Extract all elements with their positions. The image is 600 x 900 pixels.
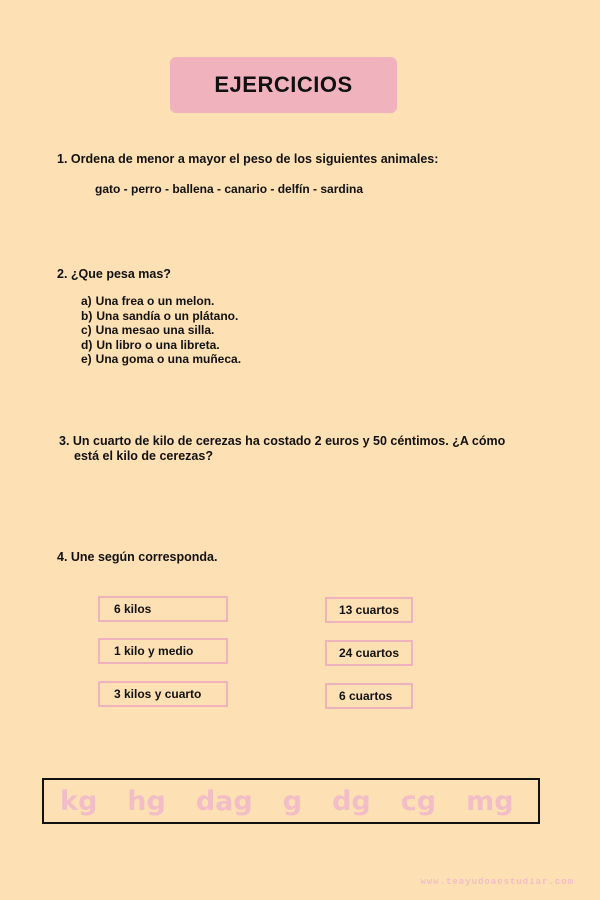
question-3 xyxy=(59,434,559,464)
list-item xyxy=(81,309,241,324)
unit-label: dg xyxy=(332,785,371,817)
item-letter: c) xyxy=(81,323,92,338)
unit-label: g xyxy=(282,785,303,817)
item-text: Una sandía o un plátano. xyxy=(96,308,239,323)
item-text: Un libro o una libreta. xyxy=(96,337,220,352)
animal-list: gato - perro - ballena - canario - delfín - sardina xyxy=(95,182,364,196)
item-letter: e) xyxy=(81,352,92,367)
item-letter: a) xyxy=(81,294,92,308)
list-item xyxy=(81,338,241,353)
list-item xyxy=(81,352,241,367)
list-item xyxy=(81,294,241,309)
question-1: 1. Ordena de menor a mayor el peso de los siguientes animales: xyxy=(57,152,439,166)
item-text: Una goma o una muñeca. xyxy=(95,352,242,367)
item-letter: d) xyxy=(81,337,93,352)
match-right-box[interactable]: 24 cuartos xyxy=(325,640,413,666)
question-3-line-2: está el kilo de cerezas? xyxy=(74,449,213,463)
comparison-list xyxy=(81,294,241,367)
title-box xyxy=(170,57,397,113)
match-left-box[interactable]: 3 kilos y cuarto xyxy=(98,681,228,707)
unit-label: mg xyxy=(466,785,514,817)
unit-label: dag xyxy=(195,785,253,817)
unit-label: hg xyxy=(127,785,166,817)
match-left-box[interactable]: 1 kilo y medio xyxy=(98,638,228,664)
question-3-line-1: 3. Un cuarto de kilo de cerezas ha costado 2 euros y 50 céntimos. ¿A cómo xyxy=(59,434,506,448)
page-title: EJERCICIOS xyxy=(214,72,353,97)
unit-label: cg xyxy=(400,785,437,817)
question-4: 4. Une según corresponda. xyxy=(57,550,218,564)
item-text: Una mesao una silla. xyxy=(95,323,215,338)
item-letter: b) xyxy=(81,308,93,323)
item-text: Una frea o un melon. xyxy=(95,294,215,308)
footer-url: www.teayudoaestudiar.com xyxy=(420,877,574,887)
match-right-box[interactable]: 13 cuartos xyxy=(325,597,413,623)
match-left-box[interactable]: 6 kilos xyxy=(98,596,228,622)
unit-label: kg xyxy=(60,785,98,817)
question-2: 2. ¿Que pesa mas? xyxy=(57,267,171,281)
list-item xyxy=(81,323,241,338)
units-bar xyxy=(42,778,540,824)
match-right-box[interactable]: 6 cuartos xyxy=(325,683,413,709)
